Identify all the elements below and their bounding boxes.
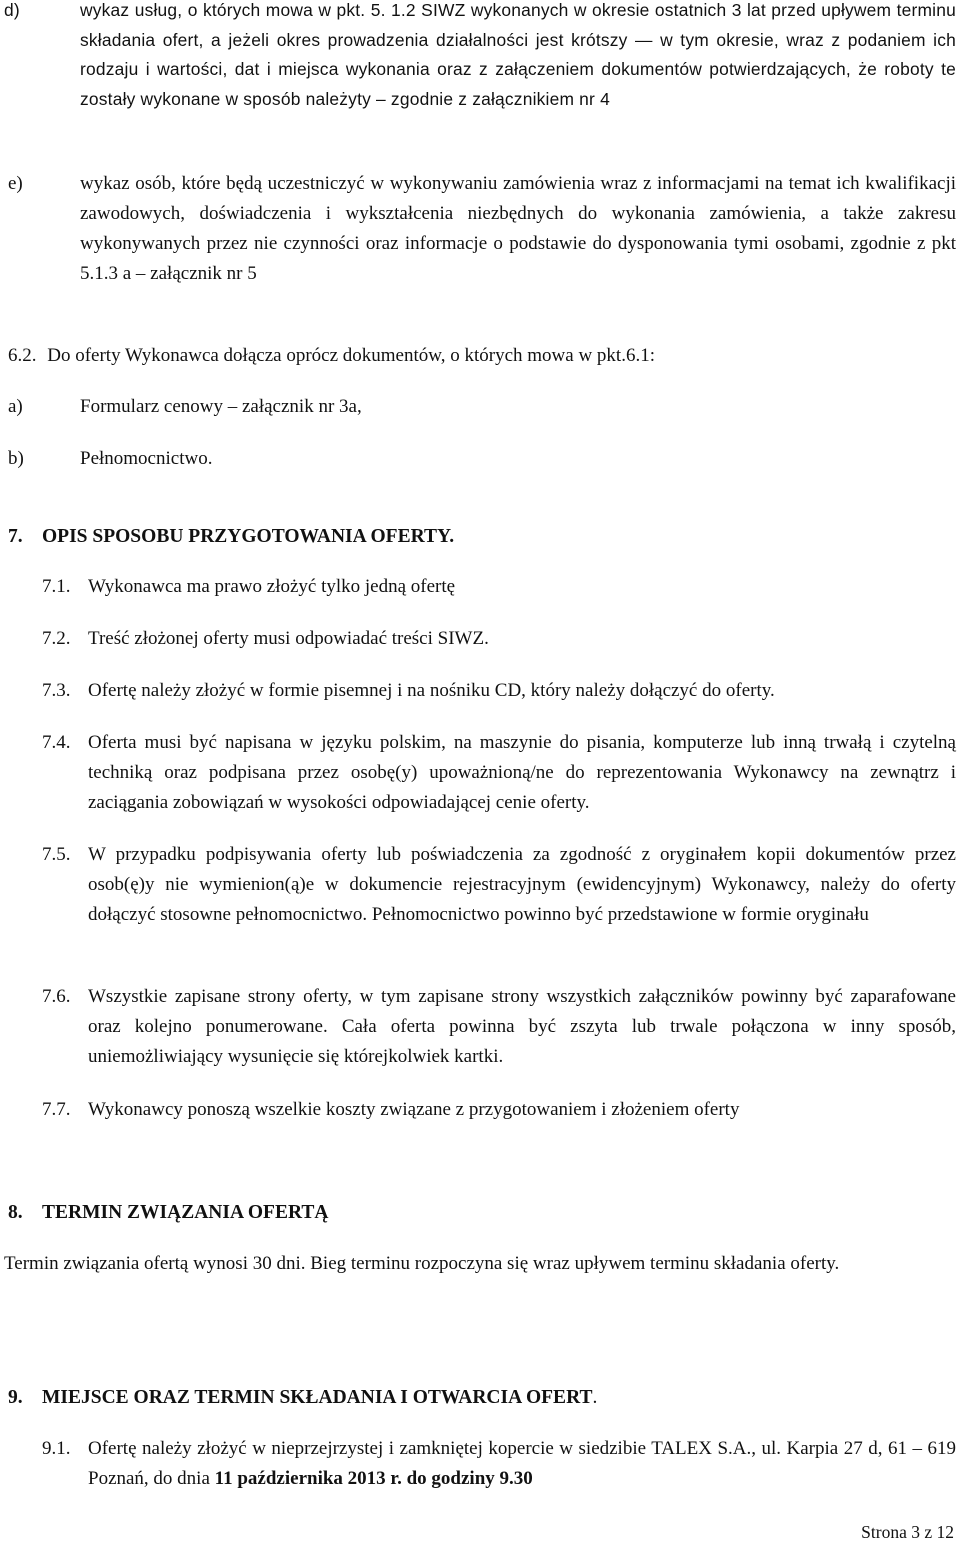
item-label: e) [8,173,23,194]
item-text: Pełnomocnictwo. [80,448,213,469]
section-title: TERMIN ZWIĄZANIA OFERTĄ [42,1202,329,1223]
section-number: 6.2. [8,345,37,366]
section-8-heading [8,1198,328,1228]
item-text [88,1434,956,1494]
section-text: Do oferty Wykonawca dołącza oprócz dokumentów, o których mowa w pkt.6.1: [47,345,655,366]
item-7-7 [42,1095,956,1125]
section-title: OPIS SPOSOBU PRZYGOTOWANIA OFERTY. [42,526,455,547]
item-7-1 [42,572,956,602]
section-title: MIEJSCE ORAZ TERMIN SKŁADANIA I OTWARCIA OFERT [42,1387,593,1408]
item-text: Treść złożonej oferty musi odpowiadać treści SIWZ. [88,628,489,649]
item-text: Ofertę należy złożyć w formie pisemnej i na nośniku CD, który należy dołączyć do oferty. [88,680,775,701]
item-6-1-d [4,0,956,114]
item-text: Formularz cenowy – załącznik nr 3a, [80,396,362,417]
item-number: 7.4. [42,732,71,753]
item-7-4 [42,728,956,818]
deadline-text: 11 października 2013 r. do godziny 9.30 [214,1468,533,1489]
item-number: 7.5. [42,844,71,865]
item-text: Oferta musi być napisana w języku polskim, na maszynie do pisania, komputerze lub inną trwałą i czytelną techniką oraz podpisana przez osobę(y) upoważnioną/ne do reprezentowania Wykonawcy na zewnątrz i zaciągania zobowiązań w wysokości odpowiadającej cenie oferty. [88,732,956,813]
item-text: Wszystkie zapisane strony oferty, w tym zapisane strony wszystkich załączników powinny być zaparafowane oraz kolejno ponumerowane. Cała oferta powinna być zszyta lub trwale połączona w inny sposób, uniemożliwiający wysunięcie się którejkolwiek kartki. [88,986,956,1067]
item-text: wykaz osób, które będą uczestniczyć w wykonywaniu zamówienia wraz z informacjami na temat ich kwalifikacji zawodowych, doświadczenia i wykształcenia niezbędnych do wykonania zamówienia, a także zakresu wykonywanych przez nie czynności oraz informacje o podstawie do dysponowania tymi osobami, zgodnie z pkt 5.1.3 a – załącznik nr 5 [80,173,956,284]
section-8-text: Termin związania ofertą wynosi 30 dni. Bieg terminu rozpoczyna się wraz upływem terminu składania oferty. [4,1253,840,1274]
item-6-1-e [8,169,956,289]
item-6-2-a [8,392,362,422]
item-number: 9.1. [42,1438,71,1459]
item-number: 7.6. [42,986,71,1007]
item-text: Wykonawca ma prawo złożyć tylko jedną ofertę [88,576,456,597]
item-6-2-b [8,444,212,474]
section-title-period: . [592,1387,598,1408]
section-number: 8. [8,1202,23,1223]
section-9-heading [8,1383,597,1413]
item-9-1 [42,1434,956,1494]
section-number: 9. [8,1387,23,1408]
section-7-heading [8,522,454,552]
item-text: Wykonawcy ponoszą wszelkie koszty związane z przygotowaniem i złożeniem oferty [88,1099,740,1120]
section-number: 7. [8,526,23,547]
item-label: d) [4,0,20,20]
item-number: 7.3. [42,680,71,701]
item-label: a) [8,396,23,417]
item-text-plain: Ofertę należy złożyć w nieprzejrzystej i zamkniętej kopercie w siedzibie TALEX S.A., ul. Karpia 27 d, 61 – 619 Poznań, do dnia [88,1438,956,1489]
item-7-5 [42,840,956,930]
section-6-2 [8,341,655,371]
item-7-2 [42,624,956,654]
item-7-6 [42,982,956,1072]
item-number: 7.7. [42,1099,71,1120]
page-number: Strona 3 z 12 [861,1522,954,1542]
item-text: wykaz usług, o których mowa w pkt. 5. 1.2 SIWZ wykonanych w okresie ostatnich 3 lat przed upływem terminu składania ofert, a jeżeli okres prowadzenia działalności jest krótszy — w tym okresie, wraz z podaniem ich rodzaju i wartości, dat i miejsca wykonania oraz z załączeniem dokumentów potwierdzających, że roboty te zostały wykonane w sposób należyty – zgodnie z załącznikiem nr 4 [80,0,956,109]
item-label: b) [8,448,24,469]
item-7-3 [42,676,956,706]
item-number: 7.2. [42,628,71,649]
item-number: 7.1. [42,576,71,597]
item-text: W przypadku podpisywania oferty lub poświadczenia za zgodność z oryginałem kopii dokumentów przez osob(ę)y nie wymienion(ą)e w dokumencie rejestracyjnym (ewidencyjnym) Wykonawcy, należy do oferty dołączyć stosowne pełnomocnictwo. Pełnomocnictwo powinno być przedstawione w formie oryginału [88,844,956,925]
